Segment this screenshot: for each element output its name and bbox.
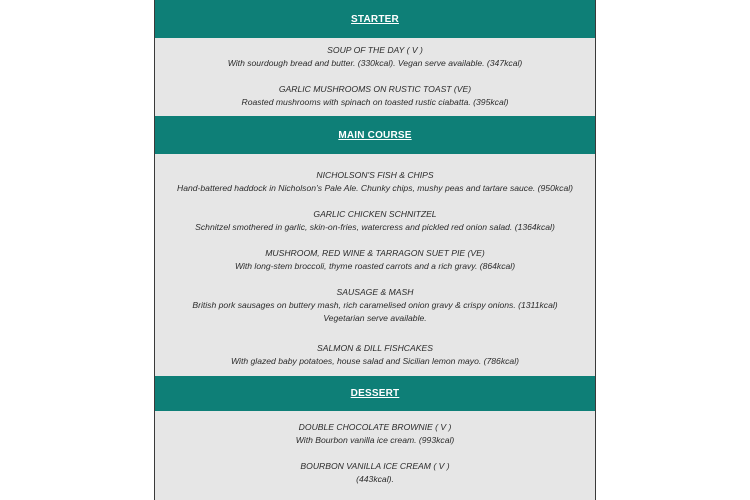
item-description: Roasted mushrooms with spinach on toasted rustic ciabatta. (395kcal): [241, 97, 509, 107]
item-name: MUSHROOM, RED WINE & TARRAGON SUET PIE (VE): [265, 248, 485, 258]
menu-item: [155, 208, 595, 234]
menu-item: [155, 169, 595, 195]
item-description: Hand-battered haddock in Nicholson’s Pale Ale. Chunky chips, mushy peas and tartare sauce. (950kcal): [176, 183, 573, 193]
main-course-title: MAIN COURSE: [338, 129, 412, 141]
item-name: GARLIC CHICKEN SCHNITZEL: [313, 209, 437, 219]
item-name: SALMON & DILL FISHCAKES: [317, 343, 433, 353]
menu-page: [154, 0, 596, 500]
menu-item: [155, 44, 595, 70]
menu-item: [155, 460, 595, 486]
menu-item: [155, 83, 595, 109]
item-name: SAUSAGE & MASH: [336, 287, 414, 297]
menu-item: [155, 286, 595, 325]
starter-header: [155, 0, 595, 38]
menu-item: [155, 421, 595, 447]
item-description: British pork sausages on buttery mash, rich caramelised onion gravy & crispy onions. (1311kcal): [192, 300, 558, 310]
menu-item: [155, 342, 595, 368]
item-description: (443kcal).: [356, 474, 394, 484]
item-name: DOUBLE CHOCOLATE BROWNIE ( V ): [298, 422, 452, 432]
item-name: SOUP OF THE DAY ( V ): [327, 45, 423, 55]
dessert-header: [155, 376, 595, 411]
item-description: With Bourbon vanilla ice cream. (993kcal): [295, 435, 455, 445]
main-course-header: [155, 116, 595, 154]
item-name: BOURBON VANILLA ICE CREAM ( V ): [300, 461, 450, 471]
item-description: With glazed baby potatoes, house salad and Sicilian lemon mayo. (786kcal): [231, 356, 519, 366]
item-name: NICHOLSON'S FISH & CHIPS: [316, 170, 434, 180]
item-name: GARLIC MUSHROOMS ON RUSTIC TOAST (VE): [278, 84, 472, 94]
dessert-title: DESSERT: [350, 388, 400, 399]
menu-item: [155, 247, 595, 273]
starter-title: STARTER: [351, 13, 399, 25]
item-description: Schnitzel smothered in garlic, skin-on-fries, watercress and pickled red onion salad. (1364kcal): [195, 222, 555, 232]
item-description: With long-stem broccoli, thyme roasted carrots and a rich gravy. (864kcal): [234, 261, 516, 271]
item-description: With sourdough bread and butter. (330kcal). Vegan serve available. (347kcal): [227, 58, 523, 68]
item-note: Vegetarian serve available.: [323, 313, 427, 323]
